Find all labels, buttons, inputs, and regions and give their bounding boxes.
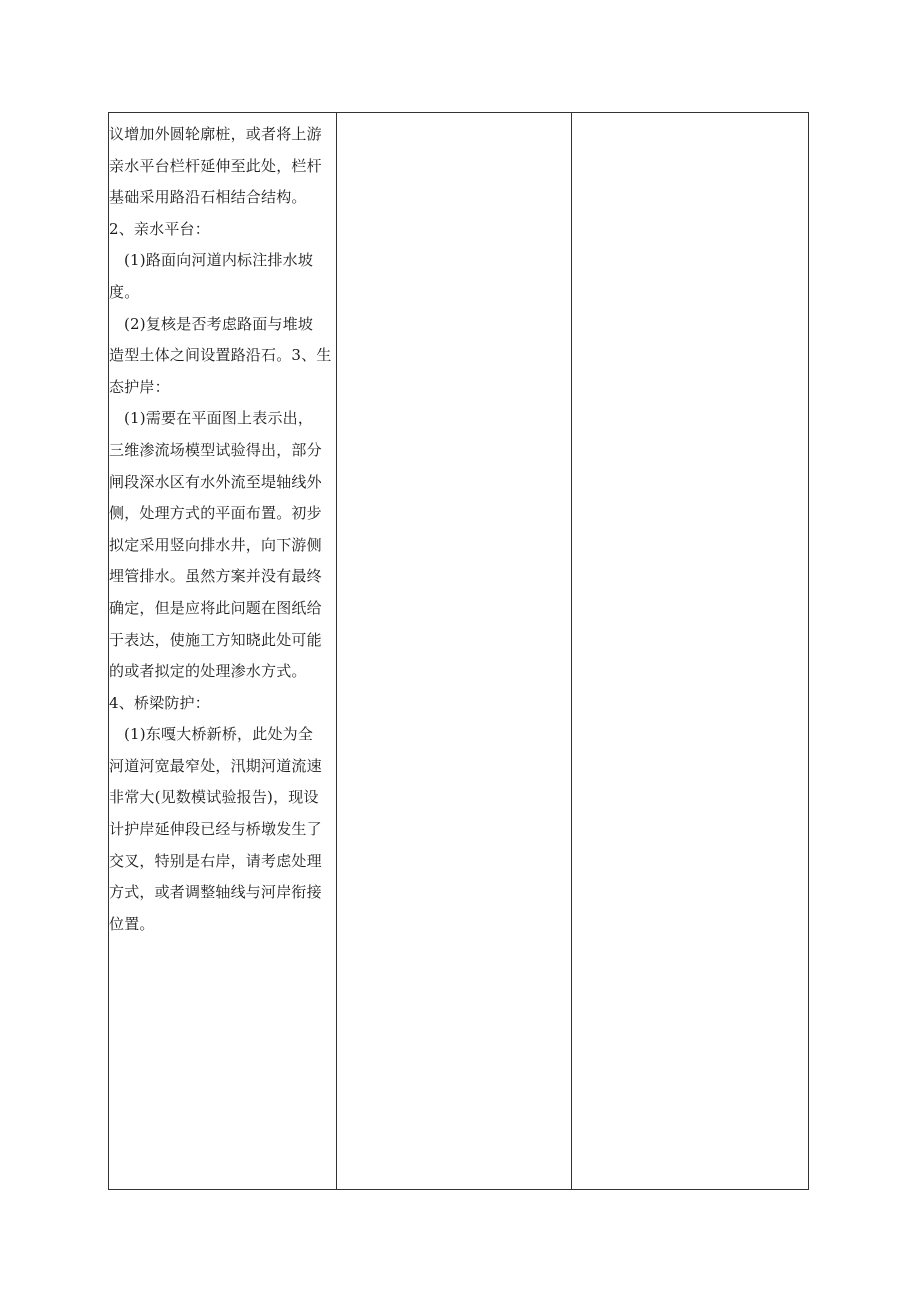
comment-line: 基础采用路沿石相结合结构。 <box>109 188 307 207</box>
comment-line: 4、桥梁防护： <box>109 693 210 712</box>
comment-line: 位置。 <box>109 914 155 933</box>
comment-line: 态护岸： <box>109 377 170 396</box>
comment-line: 造型土体之间设置路沿石。3、生 <box>109 346 332 365</box>
response-column <box>337 113 572 1189</box>
comment-line: 议增加外圆轮廓桩，或者将上游 <box>109 125 322 143</box>
comment-line: 交叉，特别是右岸，请考虑处理 <box>109 851 322 870</box>
comment-line: (1)路面向河道内标注排水坡 <box>124 251 314 270</box>
comment-line: 方式，或者调整轴线与河岸衔接 <box>109 883 322 902</box>
comment-line: 度。 <box>109 282 140 301</box>
comment-line: 计护岸延伸段已经与桥墩发生了 <box>109 820 322 839</box>
comment-line: 河道河宽最窄处，汛期河道流速 <box>109 756 322 775</box>
comment-line: (1)东嘎大桥新桥，此处为全 <box>124 725 314 744</box>
comment-line: (1)需要在平面图上表示出， <box>124 409 314 428</box>
comment-column <box>109 113 337 1189</box>
comment-line: 闸段深水区有水外流至堤轴线外 <box>109 472 322 491</box>
review-table <box>108 112 809 1190</box>
comment-line: 埋管排水。虽然方案并没有最终 <box>109 567 322 586</box>
comment-line: (2)复核是否考虑路面与堆坡 <box>124 314 314 333</box>
comment-line: 的或者拟定的处理渗水方式。 <box>109 662 307 681</box>
comment-line: 拟定采用竖向排水井，向下游侧 <box>109 535 322 554</box>
comment-line: 确定，但是应将此问题在图纸给 <box>109 598 322 617</box>
comment-line: 侧，处理方式的平面布置。初步 <box>109 504 322 523</box>
comment-line: 三维渗流场模型试验得出，部分 <box>109 440 322 459</box>
comment-line: 于表达，使施工方知晓此处可能 <box>109 630 322 649</box>
remarks-column <box>572 113 808 1189</box>
comment-line: 非常大(见数模试验报告)，现设 <box>109 788 319 807</box>
comment-line: 亲水平台栏杆延伸至此处，栏杆 <box>109 156 322 175</box>
comment-line: 2、亲水平台： <box>109 219 210 238</box>
